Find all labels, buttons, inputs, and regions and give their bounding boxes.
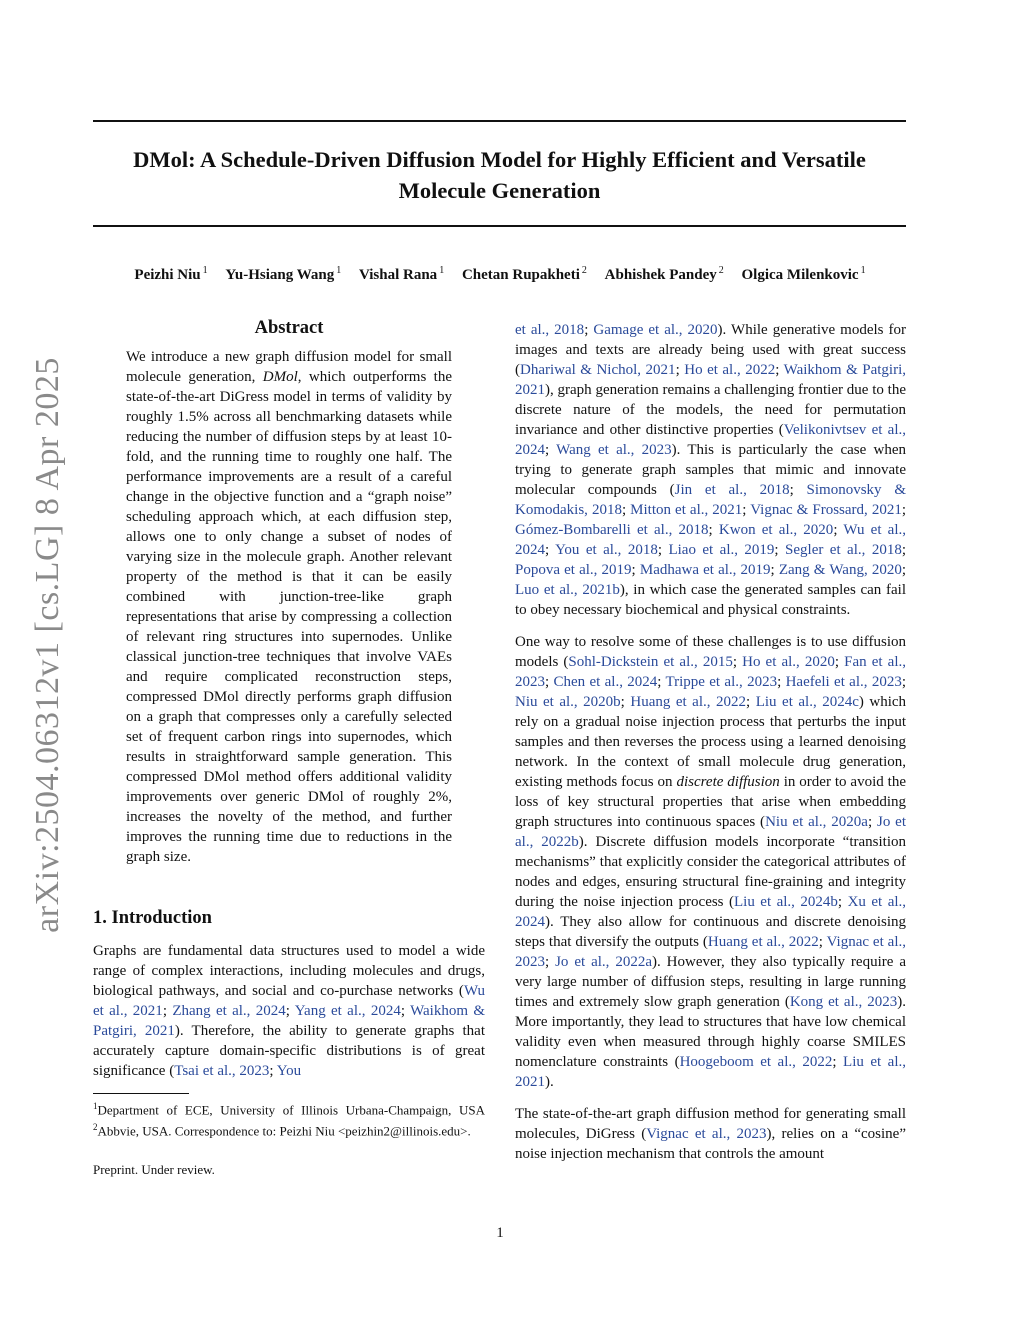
citation-link[interactable]: Ho et al., 2022 bbox=[684, 362, 776, 378]
intro-paragraph-2: et al., 2018; Gamage et al., 2020). While generative models for images and texts are already being used with great success (Dhariwal & Nichol, 2021; Ho et al., 2022; Waikhom & Patgiri, 2021), graph generation remains a challenging frontier due to the discrete nature of the models, the need for permutation invariance and other distinctive properties (Velikonivtsev et al., 2024; Wang et al., 2023). This is particularly the case when trying to generate graph samples that mimic and innovate molecular compounds (Jin et al., 2018; Simonovsky & Komodakis, 2018; Mitton et al., 2021; Vignac & Frossard, 2021; Gómez-Bombarelli et al., 2018; Kwon et al., 2020; Wu et al., 2024; You et al., 2018; Liao et al., 2019; Segler et al., 2018; Popova et al., 2019; Madhawa et al., 2019; Zang & Wang, 2020; Luo et al., 2021b), in which case the generated samples can fail to obey necessary biochemical and physical constraints. bbox=[515, 322, 907, 618]
citation-link[interactable]: You bbox=[276, 1063, 302, 1079]
citation-link[interactable]: Jin et al., 2018 bbox=[674, 482, 790, 498]
citation-link[interactable]: Liu et al., 2021 bbox=[515, 1054, 906, 1090]
citation-link[interactable]: Liu et al., 2024c bbox=[755, 694, 859, 710]
citation-link[interactable]: Jo et al., 2022a bbox=[555, 954, 652, 970]
citation-link[interactable]: Waikhom & Patgiri, 2021 bbox=[515, 362, 906, 398]
citation-link[interactable]: Liu et al., 2024b bbox=[734, 894, 838, 910]
citation-link[interactable]: Trippe et al., 2023 bbox=[665, 674, 778, 690]
citation-link[interactable]: Niu et al., 2020b bbox=[515, 694, 621, 710]
citation-link[interactable]: Zhang et al., 2024 bbox=[172, 1003, 286, 1019]
citation-link[interactable]: Simonovsky & Komodakis, 2018 bbox=[515, 482, 906, 518]
citation-link[interactable]: Wang et al., 2023 bbox=[556, 442, 672, 458]
citation-link[interactable]: Zang & Wang, 2020 bbox=[778, 562, 902, 578]
citation-link[interactable]: Segler et al., 2018 bbox=[785, 542, 902, 558]
abstract-body: We introduce a new graph diffusion model for small molecule generation, DMol, which outperforms the state-of-the-art DiGress model in terms of validity by roughly 1.5% across all benchmarking datasets while reducing the number of diffusion steps by at least 10-fold, and the running time to roughly one half. The performance improvements are a result of a careful change in the objective function and a “graph noise” scheduling approach which, at each diffusion step, allows one to only change a subset of nodes of varying size in the molecule graph. Another relevant property of the method is that it can be easily combined with junction-tree-like graph representations that arise by compressing a collection of relevant ring structures into supernodes. Unlike classical junction-tree techniques that involve VAEs and require complicated reconstruction steps, compressed DMol directly performs graph diffusion on a graph that compresses only a carefully selected set of frequent carbon rings into supernodes, which results in straightforward sample generation. This compressed DMol method offers additional validity improvements over generic DMol of roughly 2%, increases the novelty of the method, and further improves the running time due to reductions in the graph size. bbox=[126, 349, 452, 865]
author: Chetan Rupakheti $^2$ bbox=[461, 265, 587, 283]
citation-link[interactable]: Waikhom & Patgiri, 2021 bbox=[93, 1003, 486, 1039]
affiliation-footnote: $^1$Department of ECE, University of Illinois Urbana-Champaign, USA $^2$Abbvie, USA. Correspondence to: Peizhi Niu <peizhin2@illinois.edu>. bbox=[93, 1101, 485, 1139]
citation-link[interactable]: Chen et al., 2024 bbox=[553, 674, 658, 690]
author: Abhishek Pandey $^2$ bbox=[604, 265, 724, 283]
citation-link[interactable]: You et al., 2018 bbox=[555, 542, 658, 558]
citation-link[interactable]: Fan et al., 2023 bbox=[515, 654, 906, 690]
citation-link[interactable]: Velikonivtsev et al., 2024 bbox=[515, 422, 906, 458]
citation-link[interactable]: Niu et al., 2020a bbox=[765, 814, 868, 830]
citation-link[interactable]: Dhariwal & Nichol, 2021 bbox=[520, 362, 676, 378]
author: Vishal Rana $^1$ bbox=[358, 265, 445, 283]
paper-title-line2: Molecule Generation bbox=[398, 178, 601, 203]
citation-link[interactable]: Gómez-Bombarelli et al., 2018 bbox=[515, 522, 709, 538]
left-column bbox=[93, 315, 485, 1178]
citation-link[interactable]: Liao et al., 2019 bbox=[668, 542, 775, 558]
citation-link[interactable]: Jo et al., 2022b bbox=[515, 814, 907, 850]
intro-paragraph-4: The state-of-the-art graph diffusion method for generating small molecules, DiGress (Vignac et al., 2023), relies on a “cosine” noise injection mechanism that controls the amount bbox=[515, 1106, 906, 1162]
preprint-note: Preprint. Under review. bbox=[93, 1161, 215, 1177]
citation-link[interactable]: Popova et al., 2019 bbox=[515, 562, 632, 578]
citation-link[interactable]: Kong et al., 2023 bbox=[789, 994, 898, 1010]
footnote-rule bbox=[93, 1093, 189, 1094]
citation-link[interactable]: Sohl-Dickstein et al., 2015 bbox=[568, 654, 733, 670]
citation-link[interactable]: Huang et al., 2022 bbox=[630, 694, 747, 710]
citation-link[interactable]: Vignac & Frossard, 2021 bbox=[750, 502, 902, 518]
citation-link[interactable]: Luo et al., 2021b bbox=[515, 582, 620, 598]
paper-title-line1: DMol: A Schedule-Driven Diffusion Model for Highly Efficient and Versatile bbox=[133, 147, 866, 172]
page-number: 1 bbox=[496, 1225, 504, 1241]
arxiv-identifier-text: arXiv:2504.06312v1 [cs.LG] 8 Apr 2025 bbox=[29, 357, 66, 933]
title-rule-bottom bbox=[93, 225, 906, 227]
author: Peizhi Niu $^1$ bbox=[134, 265, 208, 283]
author: Olgica Milenkovic $^1$ bbox=[741, 265, 866, 283]
citation-link[interactable]: Huang et al., 2022 bbox=[707, 934, 819, 950]
citation-link[interactable]: Vignac et al., 2023 bbox=[515, 934, 906, 970]
section-heading-introduction: 1. Introduction bbox=[93, 908, 212, 928]
citation-link[interactable]: Kwon et al., 2020 bbox=[718, 522, 834, 538]
citation-link[interactable]: Vignac et al., 2023 bbox=[646, 1126, 767, 1142]
citation-link[interactable]: Madhawa et al., 2019 bbox=[639, 562, 771, 578]
citation-link[interactable]: Hoogeboom et al., 2022 bbox=[679, 1054, 833, 1070]
paper-title bbox=[93, 144, 906, 206]
citation-link[interactable]: Ho et al., 2020 bbox=[742, 654, 835, 670]
citation-link[interactable]: Wu et al., 2024 bbox=[515, 522, 906, 558]
citation-link[interactable]: et al., 2018 bbox=[515, 322, 585, 338]
citation-link[interactable]: Wu et al., 2021 bbox=[93, 983, 485, 1019]
citation-link[interactable]: Gamage et al., 2020 bbox=[593, 322, 718, 338]
author: Yu-Hsiang Wang $^1$ bbox=[225, 265, 342, 283]
citation-link[interactable]: Yang et al., 2024 bbox=[294, 1003, 401, 1019]
citation-link[interactable]: Tsai et al., 2023 bbox=[174, 1063, 270, 1079]
citation-link[interactable]: Mitton et al., 2021 bbox=[630, 502, 743, 518]
citation-link[interactable]: Xu et al., 2024 bbox=[515, 894, 907, 930]
intro-paragraph-1: Graphs are fundamental data structures used to model a wide range of complex interactions, including molecules and drugs, biological pathways, and social and co-purchase networks (Wu et al., 2021; Zhang et al., 2024; Yang et al., 2024; Waikhom & Patgiri, 2021). Therefore, the ability to generate graphs that accurately capture domain-specific distributions is of great significance (Tsai et al., 2023; You bbox=[93, 943, 486, 1079]
intro-paragraph-3: One way to resolve some of these challenges is to use diffusion models (Sohl-Dickstein et al., 2015; Ho et al., 2020; Fan et al., 2023; Chen et al., 2024; Trippe et al., 2023; Haefeli et al., 2023; Niu et al., 2020b; Huang et al., 2022; Liu et al., 2024c) which rely on a gradual noise injection process that perturbs the input samples and then reverses the process using a learned denoising network. In the context of small molecule drug generation, existing methods focus on discrete diffusion in order to avoid the loss of key structural properties that arise when embedding graph structures into continuous spaces (Niu et al., 2020a; Jo et al., 2022b). Discrete diffusion models incorporate “transition mechanisms” that explicitly consider the categorical attributes of nodes and edges, ensuring structural fine-graining and integrity during the noise injection process (Liu et al., 2024b; Xu et al., 2024). They also allow for continuous and discrete denoising steps that diversify the outputs (Huang et al., 2022; Vignac et al., 2023; Jo et al., 2022a). However, they also typically require a very large number of diffusion steps, resulting in large running times and extremely slow graph generation (Kong et al., 2023). More importantly, they lead to structures that have low chemical validity even when measured through highly coarse SMILES nomenclature constraints (Hoogeboom et al., 2022; Liu et al., 2021). bbox=[515, 634, 907, 1090]
title-rule-top bbox=[93, 120, 906, 122]
author-list bbox=[60, 260, 940, 286]
right-column bbox=[515, 320, 906, 1164]
citation-link[interactable]: Haefeli et al., 2023 bbox=[785, 674, 902, 690]
abstract-heading: Abstract bbox=[254, 318, 324, 338]
